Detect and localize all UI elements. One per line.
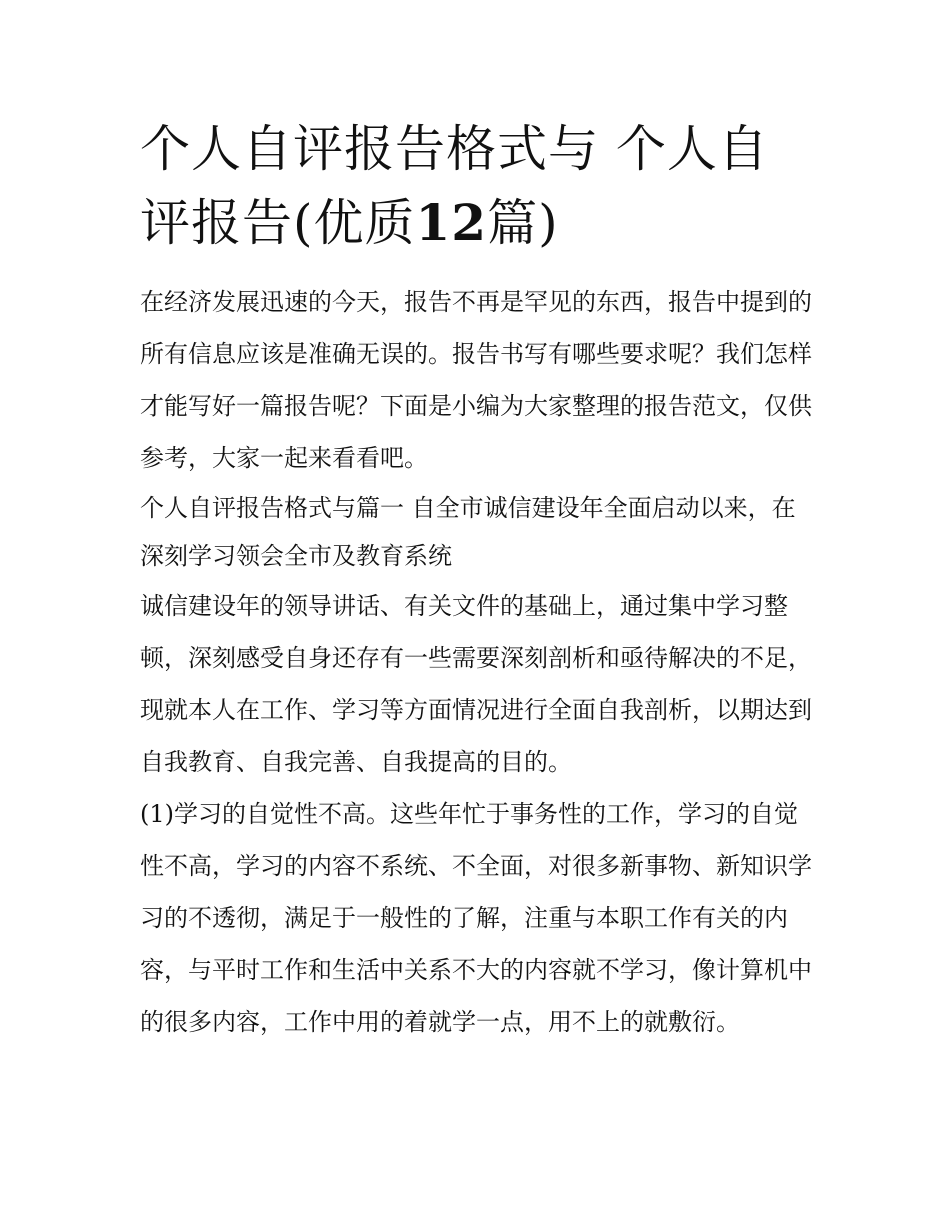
title-number: 12 — [415, 193, 488, 252]
title-text: 个人自评报告格式与 个人自评报告(优质 — [140, 120, 769, 252]
intro-paragraph: 在经济发展迅速的今天，报告不再是罕见的东西，报告中提到的所有信息应该是准确无误的。报告书写有哪些要求呢？我们怎样才能写好一篇报告呢？下面是小编为大家整理的报告范文，仅供参考，大家一起来看看吧。 — [140, 288, 812, 472]
title-suffix: 篇) — [487, 194, 559, 252]
point-one-paragraph: (1)学习的自觉性不高。这些年忙于事务性的工作，学习的自觉性不高，学习的内容不系统、不全面，对很多新事物、新知识学习的不透彻，满足于一般性的了解，注重与本职工作有关的内容，与平时工作和生活中关系不大的内容就不学习，像计算机中的很多内容，工作中用的着就学一点，用不上的就敷衍。 — [140, 800, 812, 1036]
document-title — [140, 112, 812, 260]
section-heading-paragraph: 个人自评报告格式与篇一 自全市诚信建设年全面启动以来，在深刻学习领会全市及教育系统 — [140, 494, 796, 570]
document-body — [140, 112, 812, 1048]
body-paragraph: 诚信建设年的领导讲话、有关文件的基础上，通过集中学习整顿，深刻感受自身还存有一些需要深刻剖析和亟待解决的不足，现就本人在工作、学习等方面情况进行全面自我剖析，以期达到自我教育、自我完善、自我提高的目的。 — [140, 592, 812, 776]
